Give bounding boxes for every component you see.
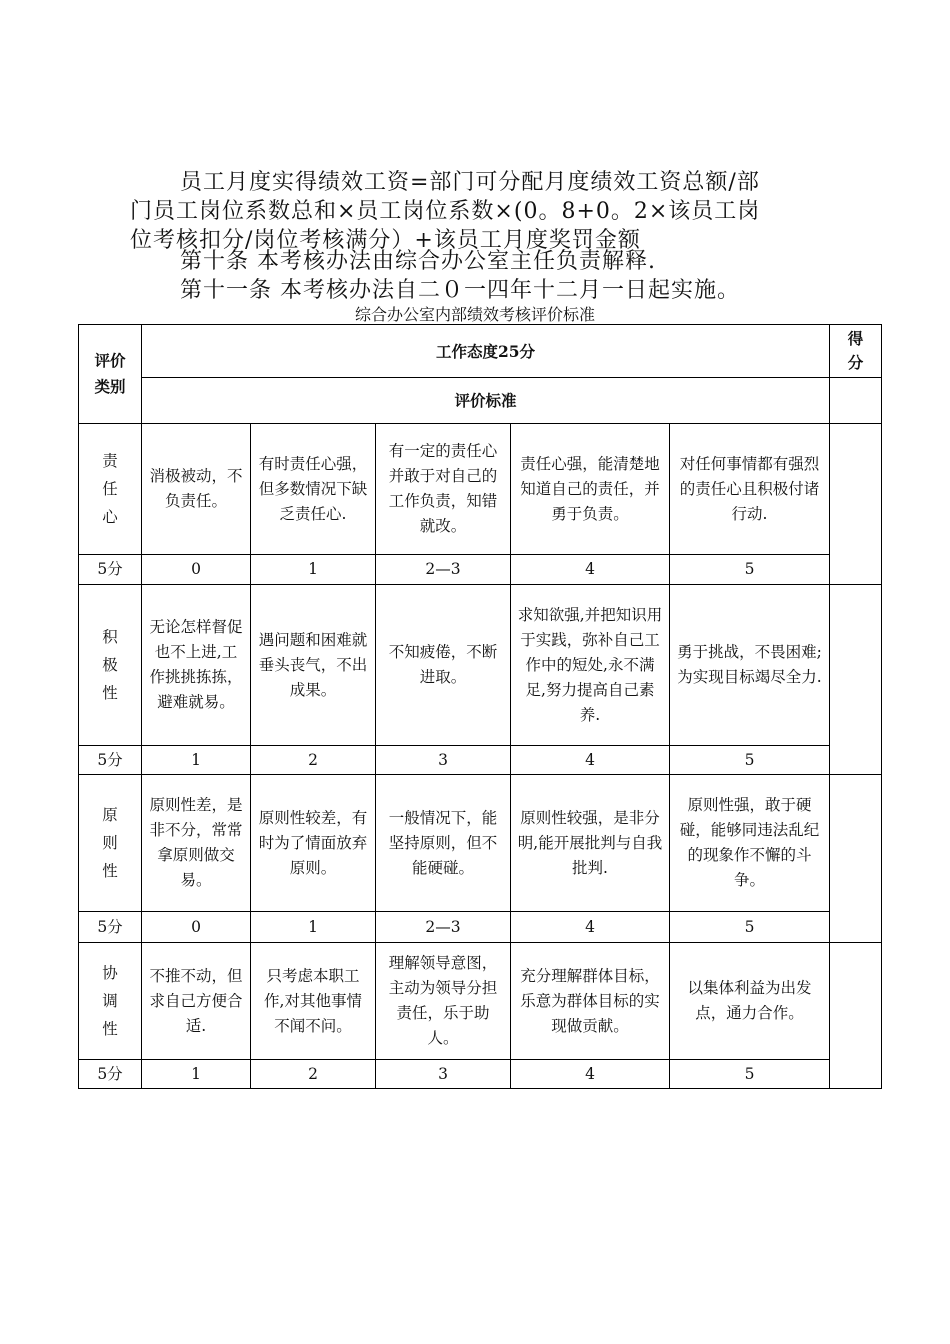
table-caption: 综合办公室内部绩效考核评价标准: [354, 305, 595, 324]
points-label: 5分: [79, 912, 142, 943]
article-10-text: 第十条 本考核办法由综合办公室主任负责解释.: [180, 249, 656, 274]
article-11-text: 第十一条 本考核办法自二０一四年十二月一日起实施。: [180, 278, 740, 303]
level-cell: 理解领导意图，主动为领导分担责任，乐于助人。: [376, 943, 511, 1060]
points-cell: 4: [511, 746, 670, 775]
section-title: 工作态度25分: [142, 325, 830, 378]
evaluation-table: [78, 324, 882, 1089]
points-cell: 2—3: [376, 555, 511, 585]
level-cell: 对任何事情都有强烈的责任心且积极付诸行动.: [670, 424, 830, 555]
article-10: [130, 247, 830, 276]
points-cell: 5: [670, 1060, 830, 1089]
category-header: 评价类别: [79, 325, 142, 424]
category-responsibility: 责任心: [79, 424, 142, 555]
level-cell: 有一定的责任心并敢于对自己的工作负责，知错就改。: [376, 424, 511, 555]
score-header: 得分: [830, 325, 882, 378]
score-cell: [830, 775, 882, 943]
points-cell: 5: [670, 912, 830, 943]
points-cell: 4: [511, 912, 670, 943]
points-label: 5分: [79, 555, 142, 585]
points-label: 5分: [79, 1060, 142, 1089]
level-cell: 不推不动，但求自己方便合适.: [142, 943, 251, 1060]
formula-line-2: 门员工岗位系数总和×员工岗位系数×(0。8+0。2×该员工岗: [130, 199, 761, 224]
level-cell: 有时责任心强，但多数情况下缺乏责任心.: [251, 424, 376, 555]
points-cell: 1: [142, 746, 251, 775]
formula-paragraph: [130, 168, 830, 255]
level-cell: 以集体利益为出发点，通力合作。: [670, 943, 830, 1060]
level-cell: 不知疲倦，不断进取。: [376, 585, 511, 746]
points-cell: 0: [142, 555, 251, 585]
article-11: [130, 276, 830, 305]
points-cell: 4: [511, 555, 670, 585]
points-cell: 2: [251, 746, 376, 775]
level-cell: 责任心强，能清楚地知道自己的责任，并勇于负责。: [511, 424, 670, 555]
level-cell: 遇问题和困难就垂头丧气，不出成果。: [251, 585, 376, 746]
level-cell: 求知欲强,并把知识用于实践，弥补自己工作中的短处,永不满足,努力提高自己素养.: [511, 585, 670, 746]
level-cell: 原则性强，敢于硬碰，能够同违法乱纪的现象作不懈的斗争。: [670, 775, 830, 912]
score-cell: [830, 585, 882, 775]
criteria-header: 评价标准: [142, 378, 830, 424]
level-cell: 只考虑本职工作,对其他事情不闻不问。: [251, 943, 376, 1060]
level-cell: 勇于挑战，不畏困难;为实现目标竭尽全力.: [670, 585, 830, 746]
level-cell: 原则性较强，是非分明,能开展批判与自我批判.: [511, 775, 670, 912]
score-cell: [830, 424, 882, 585]
points-cell: 5: [670, 555, 830, 585]
points-cell: 1: [142, 1060, 251, 1089]
points-cell: 1: [251, 555, 376, 585]
level-cell: 充分理解群体目标，乐意为群体目标的实现做贡献。: [511, 943, 670, 1060]
formula-line-3: 位考核扣分/岗位考核满分）+该员工月度奖罚金额: [130, 228, 641, 253]
points-cell: 5: [670, 746, 830, 775]
category-coordination: 协调性: [79, 943, 142, 1060]
level-cell: 一般情况下，能坚持原则，但不能硬碰。: [376, 775, 511, 912]
points-cell: 4: [511, 1060, 670, 1089]
points-cell: 2: [251, 1060, 376, 1089]
points-cell: 2—3: [376, 912, 511, 943]
level-cell: 原则性较差，有时为了情面放弃原则。: [251, 775, 376, 912]
score-cell-blank: [830, 378, 882, 424]
level-cell: 消极被动，不负责任。: [142, 424, 251, 555]
category-initiative: 积极性: [79, 585, 142, 746]
score-cell: [830, 943, 882, 1089]
level-cell: 原则性差，是非不分，常常拿原则做交易。: [142, 775, 251, 912]
level-cell: 无论怎样督促也不上进,工作挑挑拣拣，避难就易。: [142, 585, 251, 746]
points-label: 5分: [79, 746, 142, 775]
category-principle: 原则性: [79, 775, 142, 912]
points-cell: 0: [142, 912, 251, 943]
formula-line-1: 员工月度实得绩效工资=部门可分配月度绩效工资总额/部: [180, 170, 760, 195]
points-cell: 3: [376, 1060, 511, 1089]
points-cell: 3: [376, 746, 511, 775]
points-cell: 1: [251, 912, 376, 943]
